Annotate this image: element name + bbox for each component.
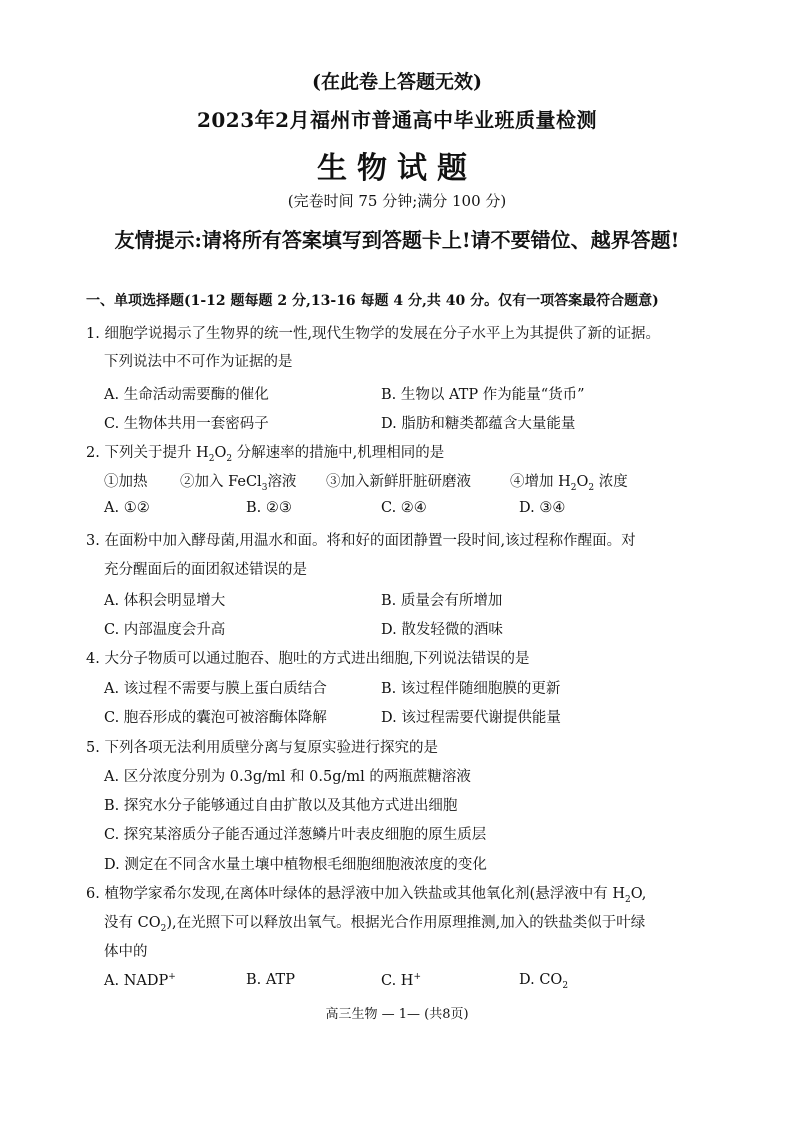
q6-stem-line3: 体中的 xyxy=(104,944,148,960)
exam-tip: 友情提示:请将所有答案填写到答题卡上!请不要错位、越界答题! xyxy=(114,228,680,252)
q4-option-d: D. 该过程需要代谢提供能量 xyxy=(381,710,561,726)
q5-stem: 5. 下列各项无法利用质壁分离与复原实验进行探究的是 xyxy=(86,740,438,756)
q6-stem-line2: 没有 $CO_2$),在光照下可以释放出氧气。根据光合作用原理推测,加入的铁盐类似于叶绿 xyxy=(104,915,646,934)
q4-stem: 4. 大分子物质可以通过胞吞、胞吐的方式进出细胞,下列说法错误的是 xyxy=(86,651,530,667)
q2-option-a: A. ①② xyxy=(104,500,150,516)
q3-option-c: C. 内部温度会升高 xyxy=(104,622,226,638)
q2-option-d: D. ③④ xyxy=(519,500,566,516)
q3-stem-line2: 充分醒面后的面团叙述错误的是 xyxy=(104,562,307,578)
q2-stem: 2. 下列关于提升 $H_2O_2$ 分解速率的措施中,机理相同的是 xyxy=(86,445,445,464)
q2-item-3: ③加入新鲜肝脏研磨液 xyxy=(326,474,471,490)
q2-item-2: ②加入 FeCl$_3$溶液 xyxy=(180,474,297,493)
q5-option-a: A. 区分浓度分别为 0.3g/ml 和 0.5g/ml 的两瓶蔗糖溶液 xyxy=(104,769,471,785)
q6-option-d: D. $CO_2$ xyxy=(519,972,569,991)
q2-item-4: ④增加 $H_2O_2$ 浓度 xyxy=(510,474,628,493)
q1-stem-line1: 1. 细胞学说揭示了生物界的统一性,现代生物学的发展在分子水平上为其提供了新的证据。 xyxy=(86,326,661,342)
section-heading: 一、单项选择题(1-12 题每题 2 分,13-16 每题 4 分,共 40 分。仅有一项答案最符合题意) xyxy=(86,293,659,309)
q6-stem-line1: 6. 植物学家希尔发现,在离体叶绿体的悬浮液中加入铁盐或其他氧化剂(悬浮液中有 $H_2O$, xyxy=(86,886,647,905)
q1-stem-line2: 下列说法中不可作为证据的是 xyxy=(104,354,293,370)
exam-title: 2023年2月福州市普通高中毕业班质量检测 xyxy=(196,108,598,132)
subject-title: 生物试题 xyxy=(317,151,477,186)
q5-option-d: D. 测定在不同含水量土壤中植物根毛细胞细胞液浓度的变化 xyxy=(104,857,487,873)
page-footer: 高三生物 — 1— (共8页) xyxy=(325,1007,469,1022)
q5-option-c: C. 探究某溶质分子能否通过洋葱鳞片叶表皮细胞的原生质层 xyxy=(104,827,487,843)
q1-option-b: B. 生物以 ATP 作为能量“货币” xyxy=(381,387,585,403)
q2-option-c: C. ②④ xyxy=(381,500,427,516)
q3-option-b: B. 质量会有所增加 xyxy=(381,593,503,609)
q4-option-b: B. 该过程伴随细胞膜的更新 xyxy=(381,681,561,697)
q1-option-a: A. 生命活动需要酶的催化 xyxy=(104,387,269,403)
q3-stem-line1: 3. 在面粉中加入酵母菌,用温水和面。将和好的面团静置一段时间,该过程称作醒面。对 xyxy=(86,533,636,549)
q3-option-a: A. 体积会明显增大 xyxy=(104,593,226,609)
q4-option-a: A. 该过程不需要与膜上蛋白质结合 xyxy=(104,681,327,697)
q2-item-1: ①加热 xyxy=(104,474,148,490)
q3-option-d: D. 散发轻微的酒味 xyxy=(381,622,503,638)
q6-option-b: B. ATP xyxy=(246,972,295,988)
q1-option-d: D. 脂肪和糖类都蕴含大量能量 xyxy=(381,416,576,432)
exam-time-info: (完卷时间 75 分钟;满分 100 分) xyxy=(287,192,507,210)
q4-option-c: C. 胞吞形成的囊泡可被溶酶体降解 xyxy=(104,710,327,726)
q6-option-c: C. H+ xyxy=(381,972,421,989)
q6-option-a: A. NADP+ xyxy=(104,972,176,989)
q5-option-b: B. 探究水分子能够通过自由扩散以及其他方式进出细胞 xyxy=(104,798,458,814)
q1-option-c: C. 生物体共用一套密码子 xyxy=(104,416,269,432)
q2-option-b: B. ②③ xyxy=(246,500,292,516)
page-notice: (在此卷上答题无效) xyxy=(312,71,482,93)
